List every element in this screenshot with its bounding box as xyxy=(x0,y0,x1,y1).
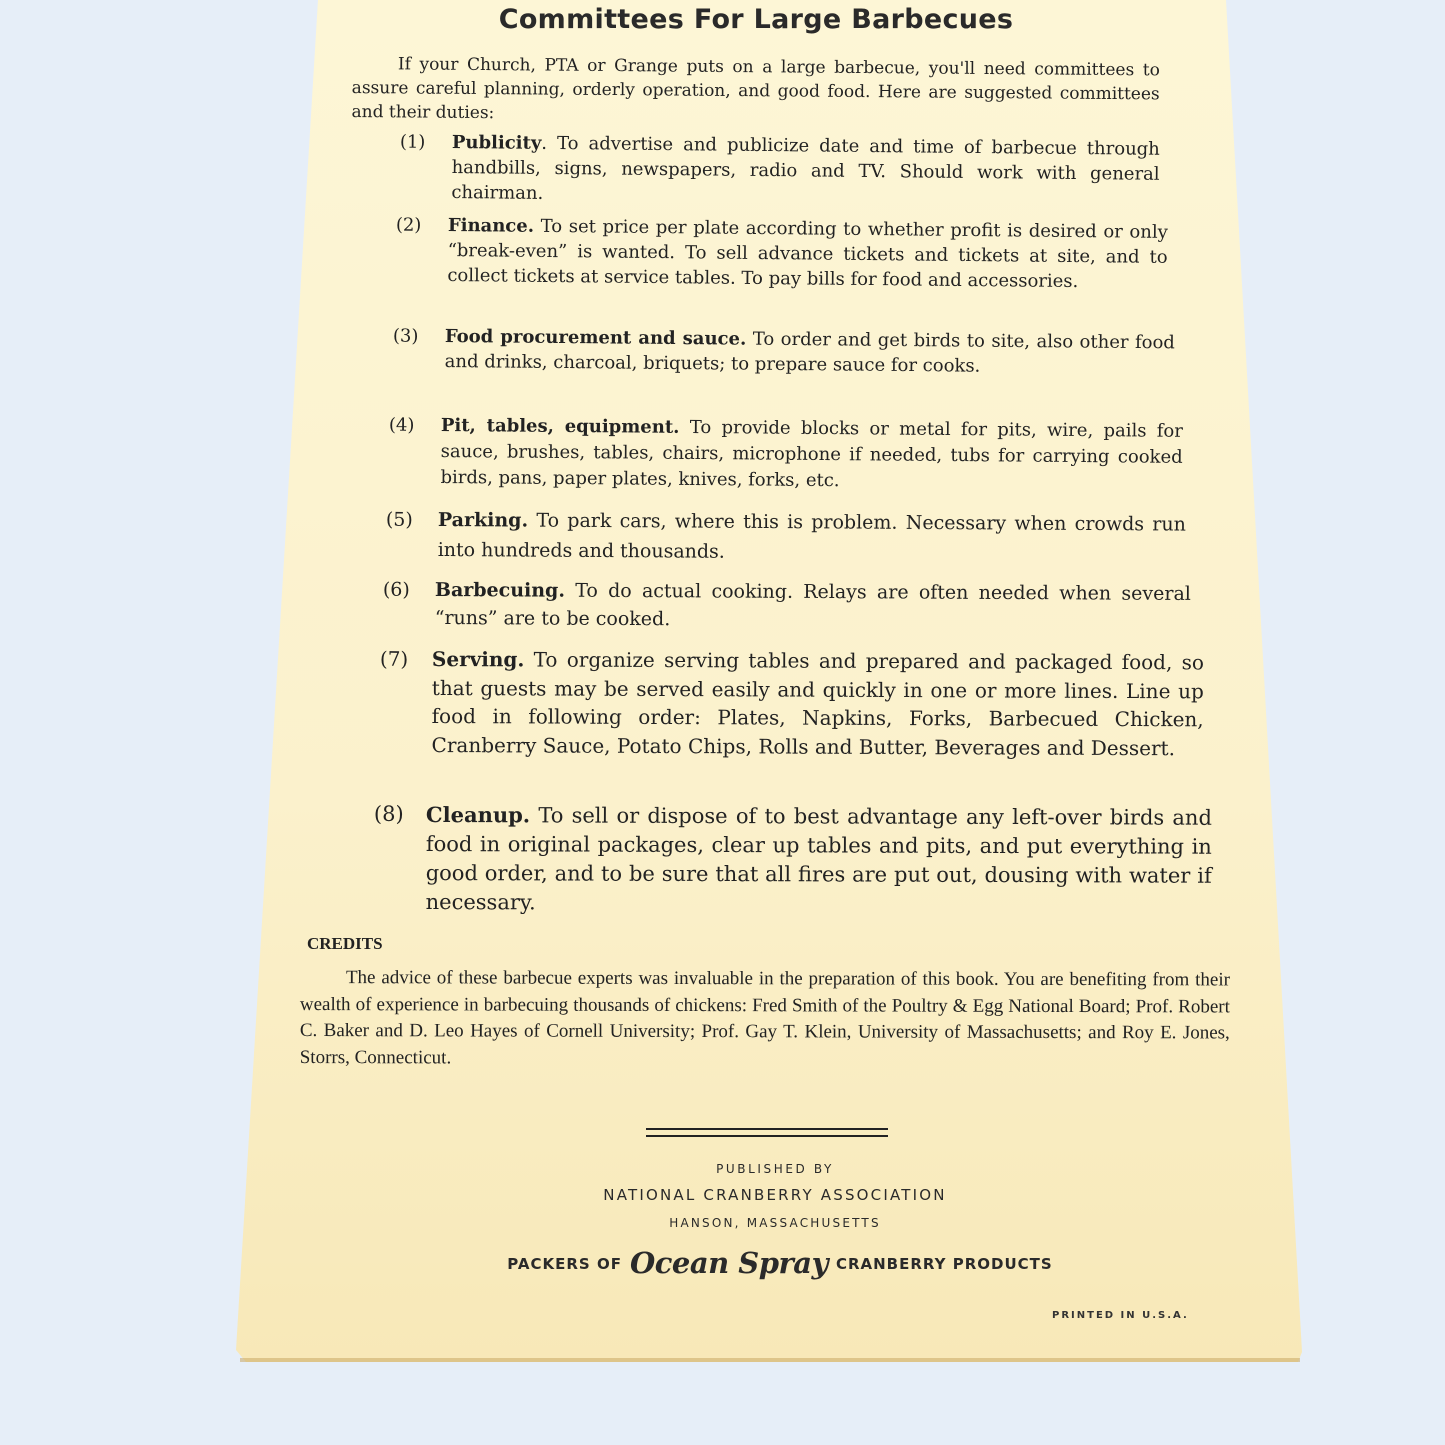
item-number: (8) xyxy=(373,801,404,826)
published-by-label: PUBLISHED BY xyxy=(716,1162,834,1176)
publisher-name: NATIONAL CRANBERRY ASSOCIATION xyxy=(603,1186,947,1204)
item-heading: Cleanup. xyxy=(425,802,531,828)
packers-prefix: PACKERS OF xyxy=(507,1255,622,1273)
credits-heading: CREDITS xyxy=(307,934,383,953)
divider-rule-top xyxy=(646,1128,888,1130)
item-heading: Pit, tables, equipment. xyxy=(440,414,680,438)
intro-text: If your Church, PTA or Grange puts on a large barbecue, you'll need committees to assure careful planning, orderly operation, and good food. Here are suggested committees and their duties: xyxy=(351,54,1160,124)
intro-paragraph xyxy=(351,52,1160,130)
item-heading: Publicity xyxy=(451,131,542,154)
item-number: (3) xyxy=(392,325,419,347)
item-description: To sell or dispose of to best advantage any left-over birds and food in original packages, clear up tables and pits, and put everything in good order, and to be sure that all fires are put out, dousing with water if necessary. xyxy=(425,803,1212,915)
item-description: To provide blocks or metal for pits, wire, pails for sauce, brushes, tables, chairs, microphone if needed, tubs for carrying cooked birds, pans, paper plates, knives, forks, etc. xyxy=(440,416,1183,492)
packers-suffix: CRANBERRY PRODUCTS xyxy=(835,1255,1053,1273)
committee-item-parking xyxy=(385,505,1186,570)
item-description: To set price per plate according to whether profit is desired or only “break-even” is wanted. To sell advance tickets and tickets at site, and to collect tickets at service tables. To pay bills for food and accessories. xyxy=(447,215,1168,293)
committee-item-pit-tables-equipment xyxy=(388,413,1183,497)
item-number: (7) xyxy=(379,646,409,671)
item-number: (2) xyxy=(395,214,422,236)
item-number: (4) xyxy=(388,414,415,436)
printed-in-usa: PRINTED IN U.S.A. xyxy=(1052,1310,1189,1321)
divider-rule-bottom xyxy=(646,1135,888,1137)
item-heading: Food procurement and sauce. xyxy=(444,325,747,350)
item-description: To organize serving tables and prepared and packaged food, so that guests may be served easily and quickly in one or more lines. Line up food in following order: Plates, Napkins, Forks, Barbecued Chicken, Cranberry Sauce, Potato Chips, Rolls and Butter, Beverages and Dessert. xyxy=(431,647,1204,760)
page-title: Committees For Large Barbecues xyxy=(498,4,1014,35)
item-description: To do actual cooking. Relays are often needed when several “runs” are to be cooked. xyxy=(434,579,1191,631)
packers-line xyxy=(500,1246,1060,1280)
committee-item-finance xyxy=(395,213,1168,295)
item-number: (6) xyxy=(382,578,410,601)
item-heading: Parking. xyxy=(437,508,529,532)
committee-item-barbecuing xyxy=(382,576,1191,636)
item-number: (5) xyxy=(385,508,413,531)
credits-text: The advice of these barbecue experts was invaluable in the preparation of this book. You are benefiting from their wealth of experience in barbecuing thousands of chickens: Fred Smith of the Poultry & Egg National Board; Prof. Robert C. Baker and D. Leo Hayes of Cornell University; Prof. Gay T. Klein, University of Massachusetts; and Roy E. Jones, Storrs, Connecticut. xyxy=(299,967,1230,1068)
publisher-location: HANSON, MASSACHUSETTS xyxy=(669,1216,881,1230)
ocean-spray-logo: Ocean Spray xyxy=(629,1246,828,1280)
committee-item-publicity: (1) Publicity. To advertise and publicize date and time of barbecue through handbills, signs, newspapers, radio and TV. Should work with general chairman. xyxy=(399,131,1160,204)
item-heading: Barbecuing. xyxy=(434,578,566,602)
committee-item-serving xyxy=(379,645,1204,762)
committee-item-cleanup xyxy=(373,800,1212,920)
item-heading: Finance. xyxy=(447,214,535,237)
item-description: To advertise and publicize date and time of barbecue through handbills, signs, newspapers, radio and TV. Should work with general chairman. xyxy=(451,133,1160,204)
item-description: To order and get birds to site, also other food and drinks, charcoal, briquets; to prepare sauce for cooks. xyxy=(444,328,1175,377)
committee-item-food-procurement xyxy=(392,324,1175,380)
item-heading: Serving. xyxy=(431,647,525,672)
item-number: (1) xyxy=(399,131,426,153)
item-description: To park cars, where this is problem. Necessary when crowds run into hundreds and thousands. xyxy=(437,509,1186,563)
credits-paragraph xyxy=(300,965,1230,1073)
